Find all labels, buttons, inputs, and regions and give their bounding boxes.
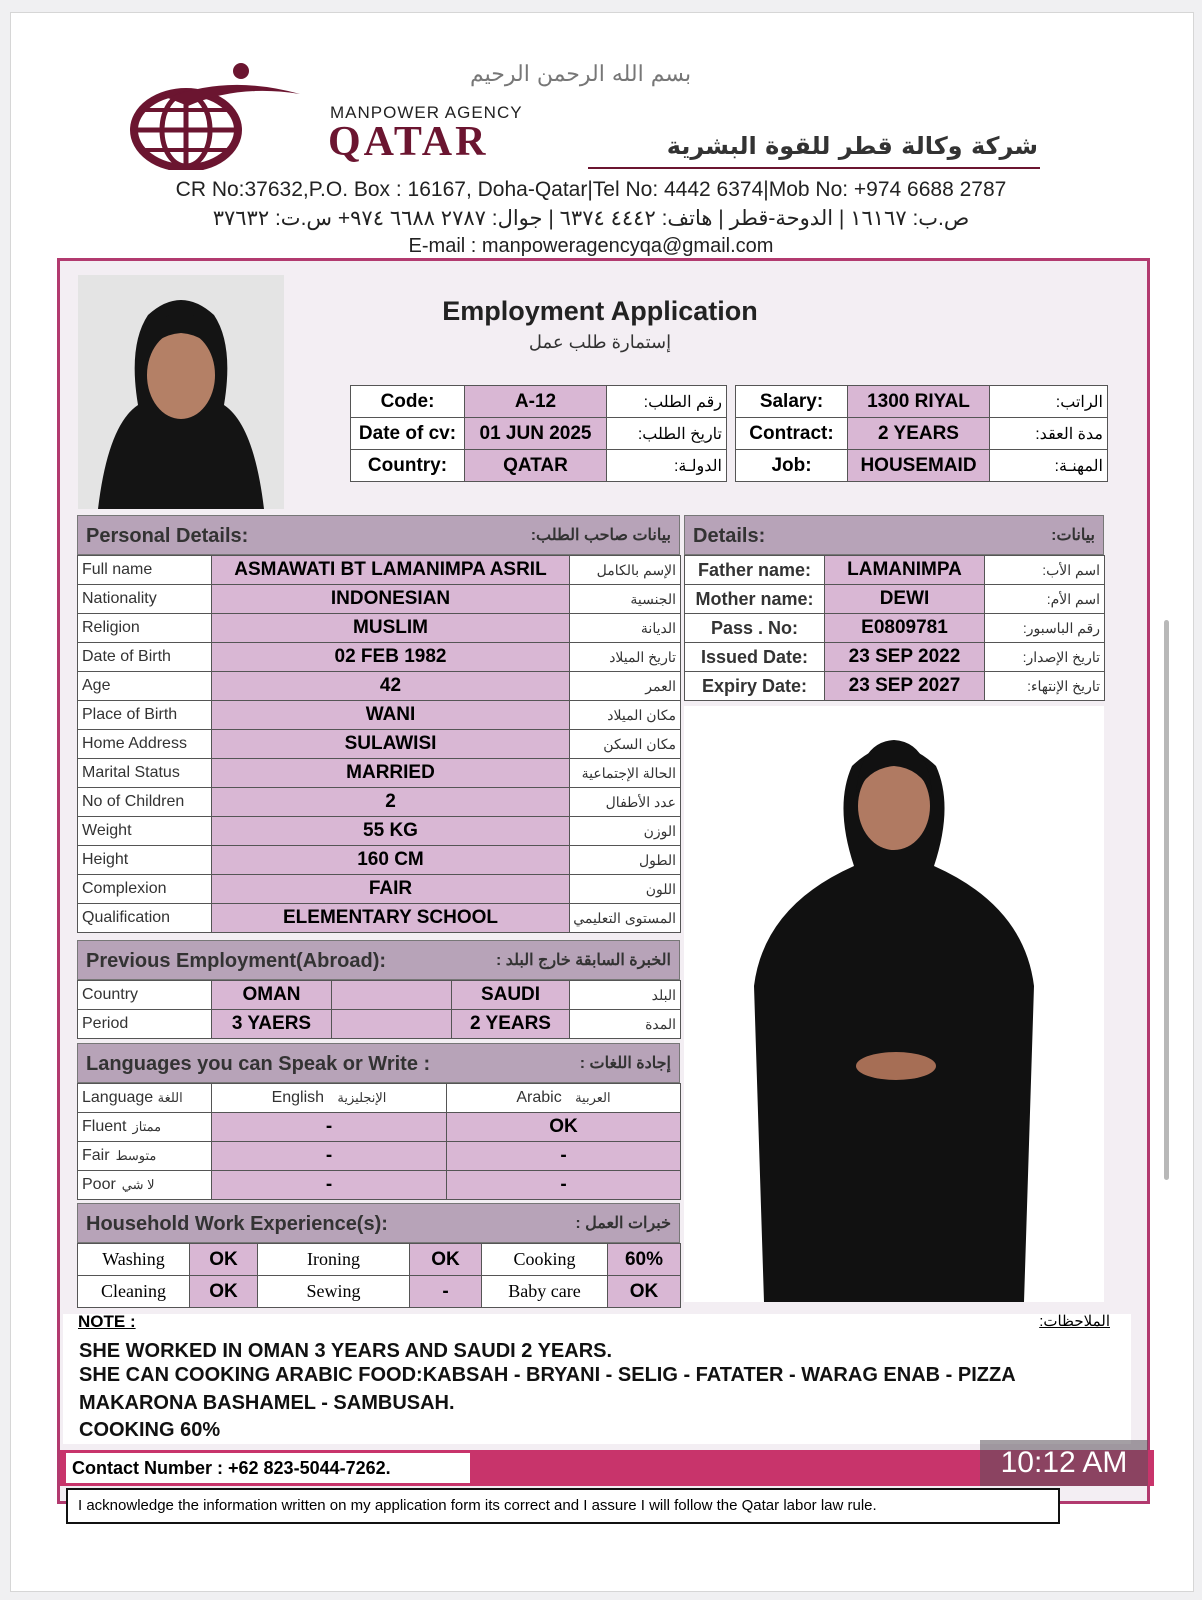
personal-field-label-ar: تاريخ الميلاد (570, 643, 681, 672)
household-table (77, 1243, 681, 1308)
scrollbar[interactable] (1164, 620, 1169, 1180)
personal-field-label: Place of Birth (78, 701, 212, 730)
applicant-portrait-photo (78, 275, 284, 509)
personal-field-label-ar: الإسم بالكامل (570, 556, 681, 585)
details-field-value: LAMANIMPA (825, 556, 985, 585)
contact-number: Contact Number : +62 823-5044-7262. (66, 1453, 470, 1483)
personal-row (78, 585, 681, 614)
details-field-label: Mother name: (685, 585, 825, 614)
household-skill-label: Ironing (258, 1244, 410, 1276)
country-label: Country: (351, 450, 465, 482)
previous-period-1: 3 YAERS (212, 1010, 332, 1039)
header-contact-en: CR No:37632,P.O. Box : 16167, Doha-Qatar|Tel No: 4442 6374|Mob No: +974 6688 2787 (175, 178, 1007, 201)
details-field-value: DEWI (825, 585, 985, 614)
agency-name: QATAR (328, 119, 489, 165)
language-level-label-ar: ممتاز (132, 1119, 162, 1134)
personal-field-label-ar: الجنسية (570, 585, 681, 614)
english-level-value: - (212, 1171, 447, 1200)
personal-field-label: Weight (78, 817, 212, 846)
contract-label-ar: مدة العقد: (990, 418, 1108, 450)
previous-employment-header (77, 940, 680, 980)
personal-field-label-ar: العمر (570, 672, 681, 701)
household-skill-label: Sewing (258, 1276, 410, 1308)
personal-field-label-ar: اللون (570, 875, 681, 904)
applicant-full-photo (684, 706, 1104, 1302)
personal-row (78, 730, 681, 759)
previous-period-empty (332, 1010, 452, 1039)
header-email: E-mail : manpoweragencyqa@gmail.com (408, 235, 774, 257)
personal-field-label: Complexion (78, 875, 212, 904)
language-level-cell (78, 1113, 212, 1142)
personal-field-label-ar: مكان الميلاد (570, 701, 681, 730)
country-value: QATAR (465, 450, 607, 482)
english-label-ar: الإنجليزية (337, 1090, 387, 1105)
details-row (685, 643, 1105, 672)
previous-period-row (78, 1010, 681, 1039)
household-skill-value: 60% (608, 1244, 681, 1276)
details-rows (685, 556, 1105, 701)
english-header-cell (212, 1084, 447, 1113)
arabic-label: Arabic (516, 1089, 562, 1106)
arabic-level-value: - (447, 1171, 681, 1200)
info-row-job (736, 450, 1108, 482)
details-row (685, 585, 1105, 614)
personal-field-value: 42 (212, 672, 570, 701)
languages-table (77, 1083, 681, 1200)
previous-period-label: Period (78, 1010, 212, 1039)
details-field-label: Issued Date: (685, 643, 825, 672)
personal-field-label: Nationality (78, 585, 212, 614)
personal-field-value: 55 KG (212, 817, 570, 846)
household-skill-label: Baby care (482, 1276, 608, 1308)
languages-title: Languages you can Speak or Write : (86, 1053, 431, 1075)
application-info-table (350, 385, 727, 482)
language-label-ar: اللغة (157, 1090, 183, 1105)
personal-field-label: Home Address (78, 730, 212, 759)
language-level-row (78, 1113, 681, 1142)
english-level-value: - (212, 1113, 447, 1142)
personal-row (78, 846, 681, 875)
arabic-level-value: - (447, 1142, 681, 1171)
personal-field-label-ar: الطول (570, 846, 681, 875)
personal-field-label: Full name (78, 556, 212, 585)
job-info-table (735, 385, 1108, 482)
previous-employment-title: Previous Employment(Abroad): (86, 950, 387, 972)
personal-field-value: INDONESIAN (212, 585, 570, 614)
personal-row (78, 614, 681, 643)
personal-field-value: 2 (212, 788, 570, 817)
personal-field-label: No of Children (78, 788, 212, 817)
person-figure-icon (226, 62, 256, 92)
salary-value: 1300 RIYAL (848, 386, 990, 418)
personal-field-value: WANI (212, 701, 570, 730)
personal-field-label: Height (78, 846, 212, 875)
job-value: HOUSEMAID (848, 450, 990, 482)
details-title: Details: (693, 525, 766, 547)
language-level-label: Fluent (82, 1118, 127, 1135)
household-header (77, 1203, 680, 1243)
personal-field-label-ar: الحالة الإجتماعية (570, 759, 681, 788)
language-level-cell (78, 1171, 212, 1200)
household-skill-label: Washing (78, 1244, 190, 1276)
previous-country-empty (332, 981, 452, 1010)
personal-field-value: ASMAWATI BT LAMANIMPA ASRIL (212, 556, 570, 585)
household-title: Household Work Experience(s): (86, 1213, 388, 1235)
personal-field-value: MARRIED (212, 759, 570, 788)
personal-field-value: 02 FEB 1982 (212, 643, 570, 672)
job-label: Job: (736, 450, 848, 482)
previous-employment-table (77, 980, 681, 1039)
language-level-row (78, 1142, 681, 1171)
arabic-label-ar: العربية (575, 1090, 611, 1105)
personal-row (78, 643, 681, 672)
household-row (78, 1276, 681, 1308)
household-skill-value: - (410, 1276, 482, 1308)
full-body-figure (684, 706, 1104, 1302)
personal-details-title: Personal Details: (86, 525, 249, 547)
languages-rows (78, 1113, 681, 1200)
personal-row (78, 672, 681, 701)
previous-country-2: SAUDI (452, 981, 570, 1010)
personal-field-label-ar: عدد الأطفال (570, 788, 681, 817)
code-label: Code: (351, 386, 465, 418)
household-rows (78, 1244, 681, 1308)
languages-title-ar: إجادة اللغات : (579, 1055, 671, 1072)
details-field-label: Expiry Date: (685, 672, 825, 701)
household-skill-value: OK (608, 1276, 681, 1308)
details-field-value: E0809781 (825, 614, 985, 643)
info-row-code (351, 386, 727, 418)
salary-label: Salary: (736, 386, 848, 418)
details-field-label: Father name: (685, 556, 825, 585)
header-divider (588, 167, 1040, 169)
personal-field-label: Qualification (78, 904, 212, 933)
timestamp: 10:12 AM (1000, 1446, 1128, 1479)
english-label: English (271, 1089, 325, 1106)
header-contact-ar: ص.ب: ١٦١٦٧ | الدوحة-قطر | هاتف: ٤٤٤٢ ٦٣٧٤ | جوال: ٢٧٨٧ ٦٦٨٨ ٩٧٤+ س.ت: ٣٧٦٣٢ (212, 207, 970, 230)
note-line-4: COOKING 60% (79, 1419, 221, 1441)
form-title-arabic: إستمارة طلب عمل (528, 332, 672, 352)
note-title-ar: الملاحظات: (1039, 1313, 1110, 1330)
household-row (78, 1244, 681, 1276)
details-header (684, 515, 1104, 555)
agency-globe-logo (128, 80, 308, 170)
household-skill-value: OK (190, 1244, 258, 1276)
note-title: NOTE : (78, 1312, 136, 1331)
language-level-label-ar: متوسط (115, 1148, 157, 1163)
language-level-label: Fair (82, 1147, 110, 1164)
code-value: A-12 (465, 386, 607, 418)
contract-value: 2 YEARS (848, 418, 990, 450)
note-line-3: MAKARONA BASHAMEL - SAMBUSAH. (79, 1392, 455, 1414)
household-skill-value: OK (410, 1244, 482, 1276)
household-title-ar: خبرات العمل : (575, 1215, 671, 1232)
personal-field-label: Marital Status (78, 759, 212, 788)
personal-row (78, 875, 681, 904)
date-label: Date of cv: (351, 418, 465, 450)
personal-field-value: SULAWISI (212, 730, 570, 759)
previous-period-2: 2 YEARS (452, 1010, 570, 1039)
previous-period-label-ar: المدة (570, 1010, 681, 1039)
household-skill-label: Cleaning (78, 1276, 190, 1308)
personal-field-label-ar: الوزن (570, 817, 681, 846)
details-table (684, 555, 1105, 701)
note-line-2: SHE CAN COOKING ARABIC FOOD:KABSAH - BRYANI - SELIG - FATATER - WARAG ENAB - PIZZA (79, 1364, 1016, 1386)
code-label-ar: رقم الطلب: (607, 386, 727, 418)
previous-country-label-ar: البلد (570, 981, 681, 1010)
personal-field-value: ELEMENTARY SCHOOL (212, 904, 570, 933)
details-field-label: Pass . No: (685, 614, 825, 643)
personal-field-value: MUSLIM (212, 614, 570, 643)
salary-label-ar: الراتب: (990, 386, 1108, 418)
personal-field-label: Religion (78, 614, 212, 643)
personal-row (78, 759, 681, 788)
personal-details-header (77, 515, 680, 555)
previous-country-row (78, 981, 681, 1010)
portrait-figure (78, 275, 284, 509)
language-level-label-ar: لا شي (121, 1177, 155, 1192)
personal-details-rows (78, 556, 681, 933)
language-level-label: Poor (82, 1176, 116, 1193)
language-level-row (78, 1171, 681, 1200)
acknowledgement-box: I acknowledge the information written on my application form its correct and I assure I will follow the Qatar labor law rule. (66, 1488, 1060, 1524)
details-field-value: 23 SEP 2027 (825, 672, 985, 701)
previous-country-1: OMAN (212, 981, 332, 1010)
language-level-cell (78, 1142, 212, 1171)
details-row (685, 614, 1105, 643)
personal-field-label-ar: مكان السكن (570, 730, 681, 759)
personal-field-value: FAIR (212, 875, 570, 904)
personal-field-label-ar: المستوى التعليمي (570, 904, 681, 933)
personal-field-label-ar: الديانة (570, 614, 681, 643)
agency-subtitle: MANPOWER AGENCY (330, 103, 523, 122)
language-label-cell (78, 1084, 212, 1113)
personal-details-title-ar: بيانات صاحب الطلب: (530, 527, 671, 544)
personal-field-label: Age (78, 672, 212, 701)
job-label-ar: المهنـة: (990, 450, 1108, 482)
info-row-salary (736, 386, 1108, 418)
details-field-label-ar: اسم الأم: (985, 585, 1105, 614)
personal-field-label: Date of Birth (78, 643, 212, 672)
info-row-country (351, 450, 727, 482)
details-field-label-ar: رقم الباسبور: (985, 614, 1105, 643)
date-value: 01 JUN 2025 (465, 418, 607, 450)
country-label-ar: الدولـة: (607, 450, 727, 482)
agency-name-arabic: شركة وكالة قطر للقوة البشرية (666, 132, 1038, 160)
languages-header (77, 1043, 680, 1083)
details-field-label-ar: اسم الأب: (985, 556, 1105, 585)
household-skill-label: Cooking (482, 1244, 608, 1276)
personal-row (78, 817, 681, 846)
contract-label: Contract: (736, 418, 848, 450)
personal-row (78, 904, 681, 933)
english-level-value: - (212, 1142, 447, 1171)
details-row (685, 556, 1105, 585)
note-line-1: SHE WORKED IN OMAN 3 YEARS AND SAUDI 2 YEARS. (79, 1340, 613, 1362)
previous-employment-title-ar: الخبرة السابقة خارج البلد : (495, 952, 671, 969)
form-title: Employment Application (442, 296, 758, 326)
details-field-value: 23 SEP 2022 (825, 643, 985, 672)
previous-country-label: Country (78, 981, 212, 1010)
details-row (685, 672, 1105, 701)
personal-field-value: 160 CM (212, 846, 570, 875)
info-row-date (351, 418, 727, 450)
personal-row (78, 701, 681, 730)
bismillah: بسم الله الرحمن الرحيم (470, 62, 692, 87)
date-label-ar: تاريخ الطلب: (607, 418, 727, 450)
details-title-ar: بيانات: (1051, 527, 1095, 544)
details-field-label-ar: تاريخ الإنتهاء: (985, 672, 1105, 701)
personal-details-table (77, 555, 681, 933)
household-skill-value: OK (190, 1276, 258, 1308)
details-field-label-ar: تاريخ الإصدار: (985, 643, 1105, 672)
personal-row (78, 788, 681, 817)
personal-row (78, 556, 681, 585)
languages-header-row (78, 1084, 681, 1113)
arabic-level-value: OK (447, 1113, 681, 1142)
language-label: Language (82, 1089, 154, 1106)
arabic-header-cell (447, 1084, 681, 1113)
info-row-contract (736, 418, 1108, 450)
